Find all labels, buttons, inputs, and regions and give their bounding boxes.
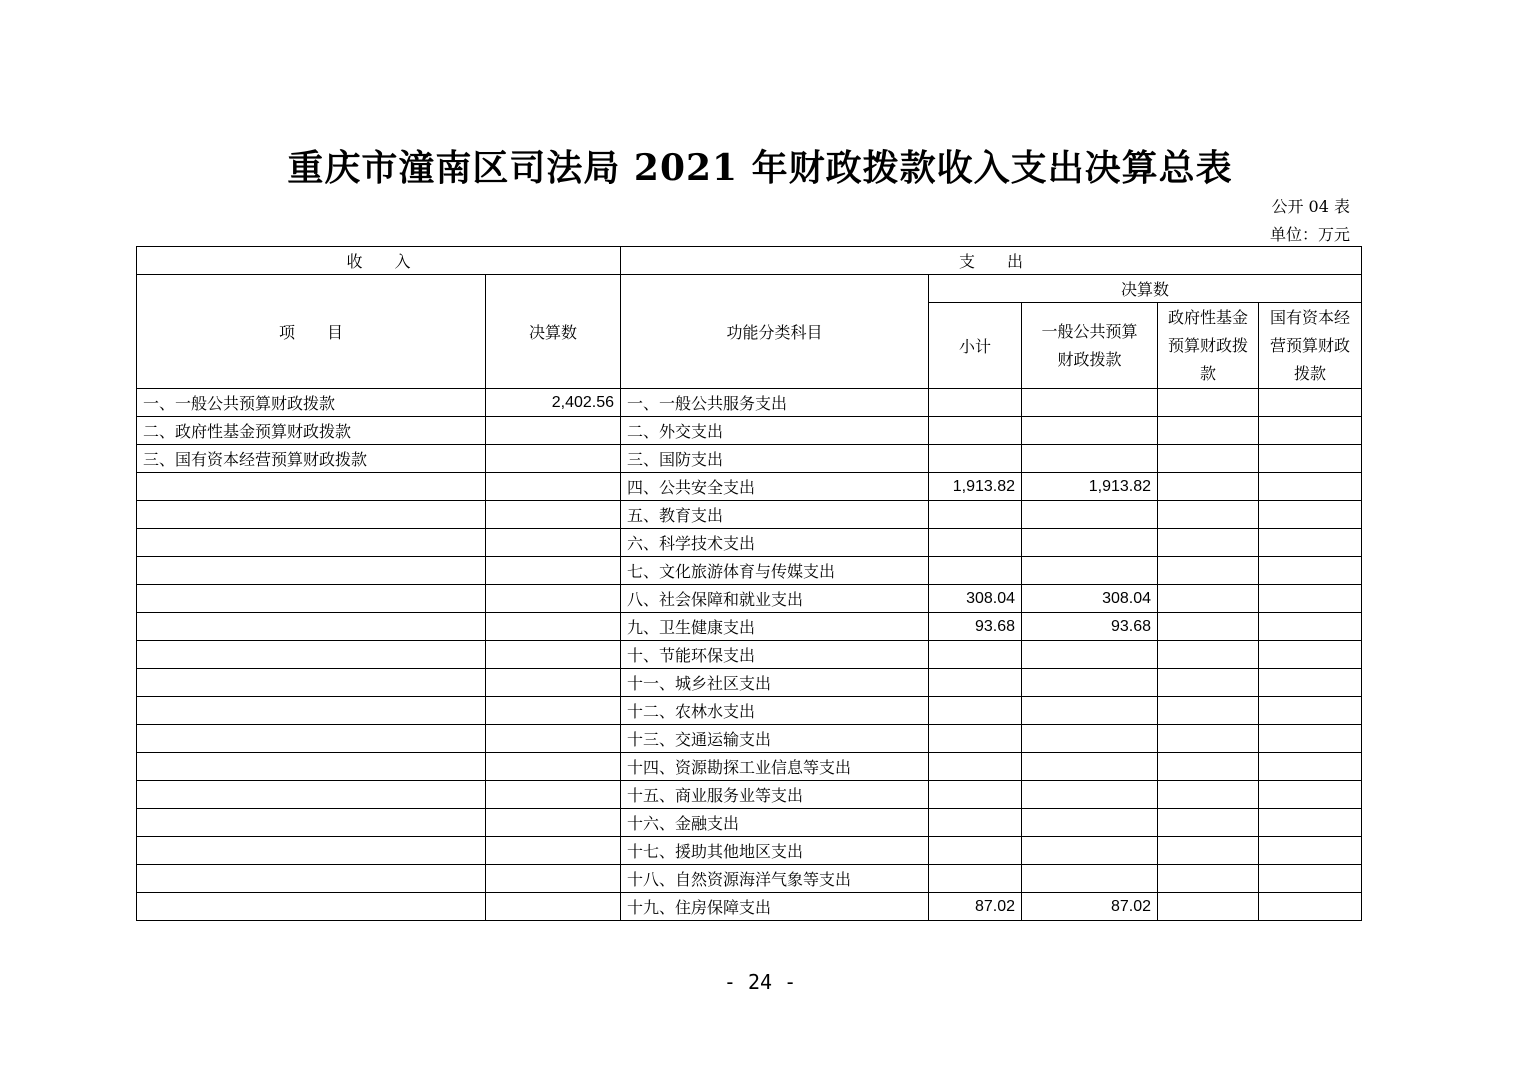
income-amount-cell (486, 837, 621, 865)
general-budget-cell (1022, 865, 1158, 893)
income-amount-cell (486, 781, 621, 809)
function-subject-cell: 十五、商业服务业等支出 (621, 781, 929, 809)
subtotal-cell (929, 417, 1022, 445)
income-amount-cell (486, 501, 621, 529)
table-row (137, 557, 1362, 585)
function-subject-cell: 十四、资源勘探工业信息等支出 (621, 753, 929, 781)
income-item-cell (137, 529, 486, 557)
function-subject-cell: 四、公共安全支出 (621, 473, 929, 501)
function-subject-cell: 十八、自然资源海洋气象等支出 (621, 865, 929, 893)
table-code: 公开 04 表 (1271, 197, 1350, 216)
income-item-cell (137, 697, 486, 725)
gov-fund-cell (1158, 641, 1259, 669)
table-row (137, 529, 1362, 557)
table-row (137, 613, 1362, 641)
income-amount-cell (486, 557, 621, 585)
income-item-cell: 一、一般公共预算财政拨款 (137, 389, 486, 417)
function-subject-cell: 九、卫生健康支出 (621, 613, 929, 641)
income-amount-cell (486, 865, 621, 893)
gov-fund-cell (1158, 865, 1259, 893)
income-header: 收 入 (137, 247, 621, 275)
general-budget-cell (1022, 669, 1158, 697)
subtotal-cell: 1,913.82 (929, 473, 1022, 501)
state-capital-cell (1259, 417, 1362, 445)
income-item-cell (137, 865, 486, 893)
state-capital-cell (1259, 809, 1362, 837)
expense-header: 支 出 (621, 247, 1362, 275)
subtotal-cell (929, 389, 1022, 417)
function-subject-cell: 五、教育支出 (621, 501, 929, 529)
income-item-cell (137, 641, 486, 669)
gov-fund-cell (1158, 753, 1259, 781)
general-budget-cell (1022, 809, 1158, 837)
general-budget-cell (1022, 641, 1158, 669)
gov-fund-cell (1158, 417, 1259, 445)
function-subject-cell: 十九、住房保障支出 (621, 893, 929, 921)
state-capital-header: 国有资本经营预算财政拨款 (1259, 303, 1362, 389)
income-item-cell (137, 725, 486, 753)
subtotal-cell (929, 669, 1022, 697)
general-budget-cell (1022, 753, 1158, 781)
general-budget-cell (1022, 389, 1158, 417)
item-header: 项 目 (137, 275, 486, 389)
gov-fund-cell (1158, 781, 1259, 809)
state-capital-cell (1259, 753, 1362, 781)
general-budget-cell (1022, 781, 1158, 809)
general-budget-cell (1022, 557, 1158, 585)
state-capital-cell (1259, 837, 1362, 865)
income-item-cell (137, 473, 486, 501)
function-subject-header: 功能分类科目 (621, 275, 929, 389)
table-row (137, 501, 1362, 529)
income-item-cell (137, 893, 486, 921)
function-subject-cell: 六、科学技术支出 (621, 529, 929, 557)
gov-fund-cell (1158, 725, 1259, 753)
income-amount-cell (486, 473, 621, 501)
subtotal-cell (929, 809, 1022, 837)
income-item-cell: 三、国有资本经营预算财政拨款 (137, 445, 486, 473)
table-row (137, 697, 1362, 725)
table-row (137, 781, 1362, 809)
subtotal-cell: 87.02 (929, 893, 1022, 921)
subtotal-header: 小计 (929, 303, 1022, 389)
state-capital-cell (1259, 473, 1362, 501)
gov-fund-cell (1158, 501, 1259, 529)
gov-fund-cell (1158, 613, 1259, 641)
page-title: 重庆市潼南区司法局 2021 年财政拨款收入支出决算总表 (287, 147, 1233, 189)
general-budget-cell (1022, 837, 1158, 865)
income-item-cell (137, 613, 486, 641)
subtotal-cell (929, 557, 1022, 585)
gov-fund-cell (1158, 445, 1259, 473)
state-capital-cell (1259, 893, 1362, 921)
income-amount-cell (486, 445, 621, 473)
function-subject-cell: 十二、农林水支出 (621, 697, 929, 725)
income-item-cell (137, 669, 486, 697)
state-capital-cell (1259, 613, 1362, 641)
income-amount-cell (486, 417, 621, 445)
gov-fund-cell (1158, 669, 1259, 697)
gov-fund-cell (1158, 697, 1259, 725)
function-subject-cell: 八、社会保障和就业支出 (621, 585, 929, 613)
income-item-cell (137, 809, 486, 837)
general-budget-cell (1022, 697, 1158, 725)
subtotal-cell (929, 529, 1022, 557)
income-amount-cell (486, 893, 621, 921)
table-row (137, 389, 1362, 417)
general-budget-cell (1022, 445, 1158, 473)
general-budget-cell: 87.02 (1022, 893, 1158, 921)
general-budget-cell (1022, 725, 1158, 753)
state-capital-cell (1259, 641, 1362, 669)
subtotal-cell (929, 501, 1022, 529)
income-amount-cell (486, 669, 621, 697)
state-capital-cell (1259, 697, 1362, 725)
income-item-cell (137, 837, 486, 865)
table-row (137, 893, 1362, 921)
income-amount-cell (486, 613, 621, 641)
subtotal-cell (929, 865, 1022, 893)
subtotal-cell: 93.68 (929, 613, 1022, 641)
page-number: - 24 - (723, 970, 797, 994)
income-amount-header: 决算数 (486, 275, 621, 389)
table-row (137, 725, 1362, 753)
subtotal-cell (929, 697, 1022, 725)
unit-label: 单位：万元 (1269, 225, 1350, 244)
gov-fund-cell (1158, 473, 1259, 501)
table-row (137, 417, 1362, 445)
income-item-cell: 二、政府性基金预算财政拨款 (137, 417, 486, 445)
gov-fund-cell (1158, 809, 1259, 837)
general-budget-cell (1022, 501, 1158, 529)
table-row (137, 837, 1362, 865)
table-row (137, 809, 1362, 837)
table-row (137, 669, 1362, 697)
subtotal-cell (929, 725, 1022, 753)
general-budget-cell: 93.68 (1022, 613, 1158, 641)
state-capital-cell (1259, 725, 1362, 753)
function-subject-cell: 三、国防支出 (621, 445, 929, 473)
gov-fund-cell (1158, 389, 1259, 417)
general-budget-cell (1022, 417, 1158, 445)
state-capital-cell (1259, 529, 1362, 557)
gov-fund-cell (1158, 837, 1259, 865)
subtotal-cell (929, 445, 1022, 473)
income-amount-cell (486, 725, 621, 753)
state-capital-cell (1259, 501, 1362, 529)
table-row (137, 445, 1362, 473)
table-row (137, 753, 1362, 781)
table-row (137, 865, 1362, 893)
function-subject-cell: 十、节能环保支出 (621, 641, 929, 669)
function-subject-cell: 十一、城乡社区支出 (621, 669, 929, 697)
income-item-cell (137, 781, 486, 809)
state-capital-cell (1259, 781, 1362, 809)
income-amount-cell (486, 753, 621, 781)
income-amount-cell: 2,402.56 (486, 389, 621, 417)
general-budget-cell: 1,913.82 (1022, 473, 1158, 501)
gov-fund-header: 政府性基金预算财政拨款 (1158, 303, 1259, 389)
income-item-cell (137, 501, 486, 529)
subtotal-cell: 308.04 (929, 585, 1022, 613)
table-row (137, 585, 1362, 613)
expense-amount-header: 决算数 (929, 275, 1362, 303)
income-item-cell (137, 557, 486, 585)
general-budget-header: 一般公共预算财政拨款 (1022, 303, 1158, 389)
table-row (137, 641, 1362, 669)
income-amount-cell (486, 809, 621, 837)
function-subject-cell: 十六、金融支出 (621, 809, 929, 837)
income-amount-cell (486, 585, 621, 613)
state-capital-cell (1259, 585, 1362, 613)
gov-fund-cell (1158, 585, 1259, 613)
income-item-cell (137, 753, 486, 781)
gov-fund-cell (1158, 893, 1259, 921)
general-budget-cell (1022, 529, 1158, 557)
general-budget-cell: 308.04 (1022, 585, 1158, 613)
budget-table (136, 246, 1362, 921)
function-subject-cell: 七、文化旅游体育与传媒支出 (621, 557, 929, 585)
state-capital-cell (1259, 445, 1362, 473)
function-subject-cell: 一、一般公共服务支出 (621, 389, 929, 417)
table-row (137, 473, 1362, 501)
subtotal-cell (929, 753, 1022, 781)
gov-fund-cell (1158, 557, 1259, 585)
state-capital-cell (1259, 669, 1362, 697)
income-amount-cell (486, 697, 621, 725)
state-capital-cell (1259, 865, 1362, 893)
subtotal-cell (929, 837, 1022, 865)
subtotal-cell (929, 641, 1022, 669)
function-subject-cell: 十七、援助其他地区支出 (621, 837, 929, 865)
function-subject-cell: 十三、交通运输支出 (621, 725, 929, 753)
income-item-cell (137, 585, 486, 613)
gov-fund-cell (1158, 529, 1259, 557)
subtotal-cell (929, 781, 1022, 809)
income-amount-cell (486, 529, 621, 557)
state-capital-cell (1259, 557, 1362, 585)
state-capital-cell (1259, 389, 1362, 417)
income-amount-cell (486, 641, 621, 669)
function-subject-cell: 二、外交支出 (621, 417, 929, 445)
